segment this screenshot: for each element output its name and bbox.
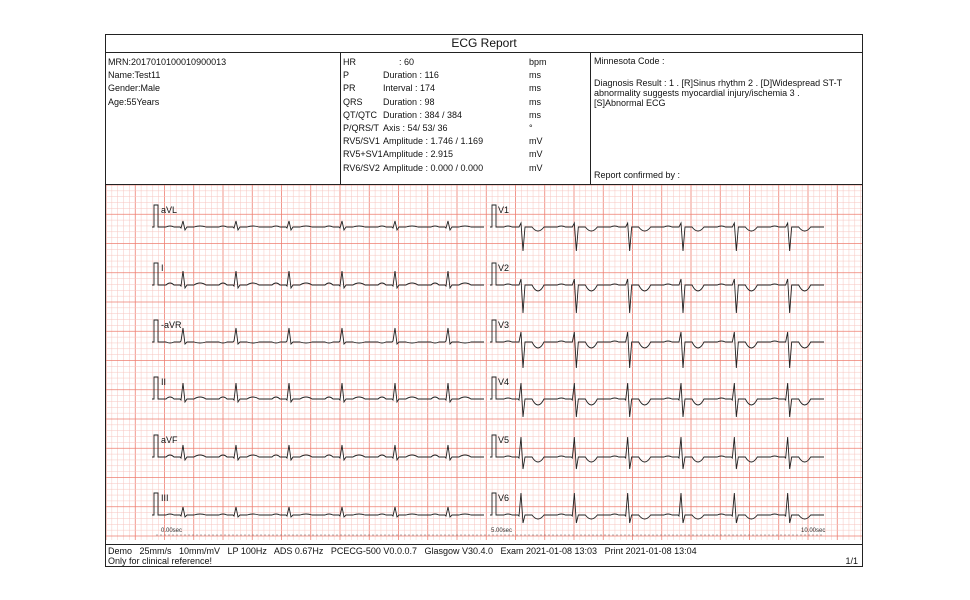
- measurement-row: [343, 109, 591, 122]
- lead-label: V6: [498, 493, 510, 503]
- lead-label: II: [161, 377, 167, 387]
- diagnosis-result: Diagnosis Result : 1 . [R]Sinus rhythm 2 . [D]Widespread ST-T abnormality suggests myocardial injury/ischemia 3 . [S]Abnormal ECG: [594, 78, 842, 108]
- measurement-unit: °: [529, 122, 533, 133]
- measurement-value: Interval : 174: [383, 83, 436, 94]
- measurement-value: : 60: [399, 57, 415, 67]
- ecg-trace: [490, 205, 824, 251]
- grid-lines: [106, 185, 862, 540]
- ecg-trace: [152, 493, 484, 517]
- measurement-row: [343, 148, 591, 161]
- minnesota-code: Minnesota Code :: [594, 56, 665, 66]
- report-confirmed-by: Report confirmed by :: [594, 170, 681, 180]
- measurement-name: QRS: [343, 96, 363, 107]
- measurement-name: P: [343, 70, 350, 81]
- patient-name: Name:Test11: [108, 70, 161, 81]
- measurement-value: Amplitude : 2.915: [383, 149, 454, 160]
- diagnosis-panel: [594, 56, 844, 108]
- measurement-value: Duration : 384 / 384: [383, 109, 463, 120]
- time-mark: 0.00sec: [161, 528, 183, 534]
- measurement-value: Amplitude : 1.746 / 1.169: [383, 136, 484, 147]
- lead-label: I: [161, 263, 164, 273]
- measurement-unit: mV: [529, 136, 543, 147]
- ecg-trace: [490, 263, 824, 313]
- measurement-row: [343, 162, 591, 175]
- measurement-row: [343, 56, 591, 69]
- measurement-row: [343, 69, 591, 82]
- measurements-table: [343, 56, 591, 175]
- measurement-name: RV5+SV1: [343, 149, 383, 160]
- time-mark: 10.00sec: [801, 528, 826, 534]
- lead-label: aVF: [161, 435, 178, 445]
- patient-mrn: MRN:2017010100010900013: [108, 57, 227, 67]
- measurement-row: [343, 122, 591, 135]
- measurement-row: [343, 82, 591, 95]
- measurement-name: QT/QTC: [343, 109, 377, 120]
- lead-label: III: [161, 493, 169, 503]
- report-footer: [106, 544, 862, 569]
- info-panel: [106, 52, 862, 185]
- lead-label: V1: [498, 205, 510, 215]
- lead-label: V3: [498, 320, 510, 330]
- measurement-name: P/QRS/T: [343, 122, 380, 133]
- measurement-value: Amplitude : 0.000 / 0.000: [383, 162, 484, 173]
- ecg-traces: [152, 205, 824, 523]
- lead-label: -aVR: [161, 320, 182, 330]
- page-number: 1/1: [845, 556, 858, 566]
- report-title: ECG Report: [106, 35, 862, 53]
- measurement-name: HR: [343, 57, 356, 67]
- ecg-waveform-grid: [106, 185, 862, 540]
- patient-age: Age:55Years: [108, 96, 160, 107]
- acquisition-settings: Demo 25mm/s 10mm/mV LP 100Hz ADS 0.67Hz PCECG-500 V0.0.0.7 Glasgow V30.4.0 Exam 2021-01-08 13:03 Print 2021-01-08 13:04: [108, 546, 697, 556]
- ecg-trace: [490, 377, 824, 417]
- measurement-name: RV5/SV1: [343, 136, 380, 147]
- patient-gender: Gender:Male: [108, 83, 161, 94]
- lead-label: aVL: [161, 205, 178, 215]
- measurement-unit: mV: [529, 149, 543, 160]
- lead-label: V2: [498, 263, 510, 273]
- measurement-name: RV6/SV2: [343, 162, 380, 173]
- patient-info: [108, 56, 226, 109]
- ecg-trace: [152, 435, 484, 460]
- column-divider: [340, 52, 341, 184]
- measurement-unit: ms: [529, 70, 541, 81]
- measurement-row: [343, 96, 591, 109]
- ecg-trace: [490, 435, 824, 469]
- lead-label: V5: [498, 435, 510, 445]
- measurement-unit: ms: [529, 83, 541, 94]
- disclaimer: Only for clinical reference!: [108, 556, 213, 566]
- time-mark: 5.00sec: [491, 528, 513, 534]
- measurement-unit: ms: [529, 109, 541, 120]
- measurement-unit: ms: [529, 96, 541, 107]
- measurement-value: Duration : 116: [383, 70, 439, 81]
- ecg-report: [105, 34, 863, 567]
- ecg-trace: [152, 320, 484, 344]
- measurement-row: [343, 135, 591, 148]
- measurement-unit: mV: [529, 162, 543, 173]
- measurement-name: PR: [343, 83, 356, 94]
- measurement-unit: bpm: [529, 57, 547, 67]
- ecg-trace: [152, 205, 484, 230]
- lead-label: V4: [498, 377, 510, 387]
- measurement-value: Duration : 98: [383, 96, 435, 107]
- lead-labels: [156, 205, 825, 535]
- measurement-value: Axis : 54/ 53/ 36: [383, 122, 448, 133]
